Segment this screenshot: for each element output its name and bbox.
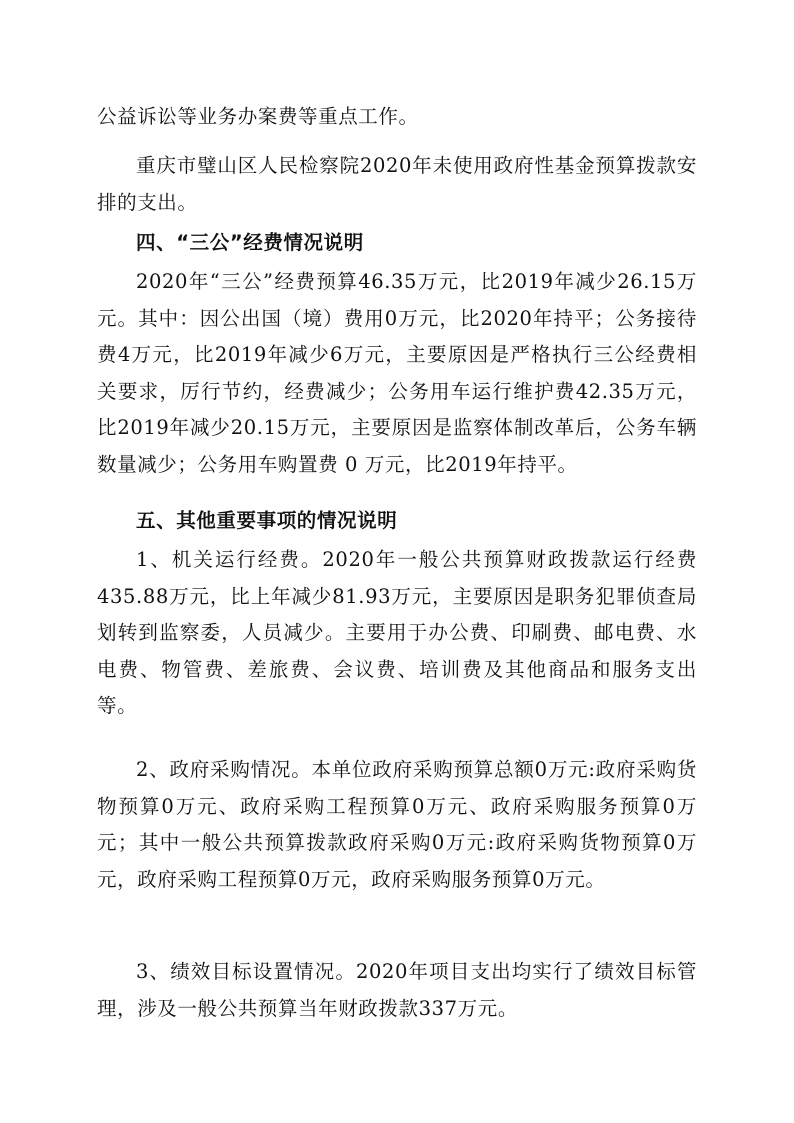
paragraph-operating-expenses: 1、机关运行经费。2020年一般公共预算财政拨款运行经费435.88万元，比上年减少81.93万元，主要原因是职务犯罪侦查局划转到监察委，人员减少。主要用于办公费、印刷费、邮电费、水电费、物管费、差旅费、会议费、培训费及其他商品和服务支出等。: [97, 548, 697, 717]
paragraph-three-public-expenses: 2020年“三公”经费预算46.35万元，比2019年减少26.15万元。其中：因公出国（境）费用0万元，比2020年持平；公务接待费4万元，比2019年减少6万元，主要原因是严格执行三公经费相关要求，厉行节约，经费减少；公务用车运行维护费42.35万元，比2019年减少20.15万元，主要原因是监察体制改革后，公务车辆数量减少；公务用车购置费 0 万元，比2019年持平。: [97, 270, 697, 476]
section-heading-four: 四、“三公”经费情况说明: [136, 231, 364, 254]
section-heading-five: 五、其他重要事项的情况说明: [136, 509, 398, 532]
paragraph-fund-budget: 重庆市璧山区人民检察院2020年未使用政府性基金预算拨款安排的支出。: [97, 154, 697, 214]
paragraph-performance-targets: 3、绩效目标设置情况。2020年项目支出均实行了绩效目标管理，涉及一般公共预算当年财政拨款337万元。: [97, 960, 697, 1020]
paragraph-government-procurement: 2、政府采购情况。本单位政府采购预算总额0万元:政府采购货物预算0万元、政府采购工程预算0万元、政府采购服务预算0万元；其中一般公共预算拨款政府采购0万元:政府采购货物预算0万元，政府采购工程预算0万元，政府采购服务预算0万元。: [97, 758, 697, 891]
paragraph-continuation: 公益诉讼等业务办案费等重点工作。: [97, 105, 419, 128]
